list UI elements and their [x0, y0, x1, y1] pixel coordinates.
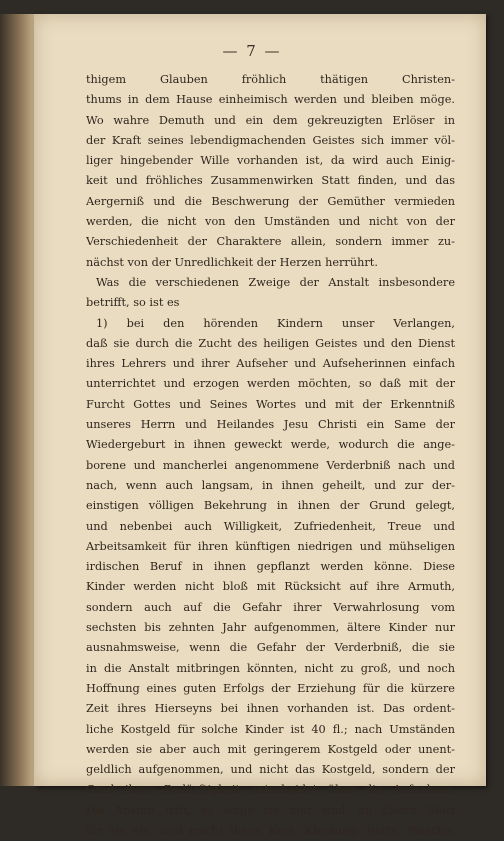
text-line: thigem Glauben fröhlich thätigen Christen-: [86, 73, 455, 86]
text-line: sechsten bis zehnten Jahr aufgenommen, ältere Kinder nur: [86, 621, 455, 635]
text-line: keit und fröhliches Zusammenwirken Statt finden, und das: [86, 174, 455, 188]
text-line: werden, die nicht von den Umständen und nicht von der: [86, 215, 455, 229]
text-line: geldlich aufgenommen, und nicht das Kostgeld, sondern der: [86, 763, 455, 777]
text-line: Arbeitsamkeit für ihren künftigen niedrigen und mühseligen: [86, 539, 455, 553]
text-line: nächst von der Unredlichkeit der Herzen herrührt.: [86, 255, 378, 269]
text-line: unterrichtet und erzogen werden möchten, so daß mit der: [86, 377, 455, 391]
book-gutter: [0, 14, 36, 786]
text-line: Wo wahre Demuth und ein dem gekreuzigten Erlöser in: [86, 113, 455, 127]
text-line: liger hingebender Wille vorhanden ist, da wird auch Einig-: [86, 154, 455, 168]
text-line: Was die verschiedenen Zweige der Anstalt insbesondere: [96, 275, 455, 289]
text-line: liche Kostgeld für solche Kinder ist 40 fl.; nach Umständen: [86, 722, 455, 736]
text-line: daß sie durch die Zucht des heiligen Geistes und den Dienst: [86, 336, 455, 350]
text-line: Hoffnung eines guten Erfolgs der Erziehung für die kürzere: [86, 681, 455, 695]
text-line: ihres Lehrers und ihrer Aufseher und Aufseherinnen einfach: [86, 357, 455, 371]
text-line: Aergerniß und die Beschwerung der Gemüther vermieden: [86, 194, 455, 208]
text-line: für sie ein, und reicht ihnen Kost, Kleidung, Bette, Wäsche,: [86, 823, 455, 837]
text-line: nach, wenn auch langsam, in ihnen geheilt, und zur der-: [86, 478, 455, 492]
text-line: unseres Herrn und Heilandes Jesu Christi ein Same der: [86, 418, 455, 432]
page-number: — 7 —: [222, 42, 282, 60]
text-line: ausnahmsweise, wenn die Gefahr der Verderbniß, die sie: [86, 641, 455, 655]
text-line: der Kraft seines lebendigmachenden Geistes sich immer völ-: [86, 133, 455, 147]
text-line: Kinder werden nicht bloß mit Rücksicht auf ihre Armuth,: [86, 580, 455, 594]
text-line: Wiedergeburt in ihnen geweckt werde, wodurch die ange-: [86, 438, 455, 452]
text-line: 1) bei den hörenden Kindern unser Verlangen,: [96, 316, 455, 330]
body-text: [86, 70, 455, 841]
text-line: betrifft, so ist es: [86, 296, 180, 310]
text-line: Grad ihrer Bedürftigkeit entscheidet über die Aufnahme.: [86, 783, 455, 797]
text-line: irdischen Beruf in ihnen gepflanzt werden könne. Diese: [86, 560, 455, 574]
text-line: sondern auch auf die Gefahr ihrer Verwahrlosung vom: [86, 600, 455, 614]
text-line: in die Anstalt mitbringen könnten, nicht zu groß, und noch: [86, 661, 455, 675]
text-line: Verschiedenheit der Charaktere allein, sondern immer zu-: [86, 235, 455, 249]
text-line: Die Anstalt tritt, so lange sie hier sind, an Eltern Statt: [86, 803, 455, 817]
text-line: Zeit ihres Hierseyns bei ihnen vorhanden ist. Das ordent-: [86, 702, 455, 716]
text-line: werden sie aber auch mit geringerem Kostgeld oder unent-: [86, 742, 455, 756]
text-line: und nebenbei auch Willigkeit, Zufriedenheit, Treue und: [86, 519, 455, 533]
text-line: Furcht Gottes und Seines Wortes und mit der Erkenntniß: [86, 397, 455, 411]
text-line: borene und mancherlei angenommene Verderbniß nach und: [86, 458, 455, 472]
text-line: einstigen völligen Bekehrung in ihnen der Grund gelegt,: [86, 499, 455, 513]
text-line: thums in dem Hause einheimisch werden und bleiben möge.: [86, 93, 455, 107]
